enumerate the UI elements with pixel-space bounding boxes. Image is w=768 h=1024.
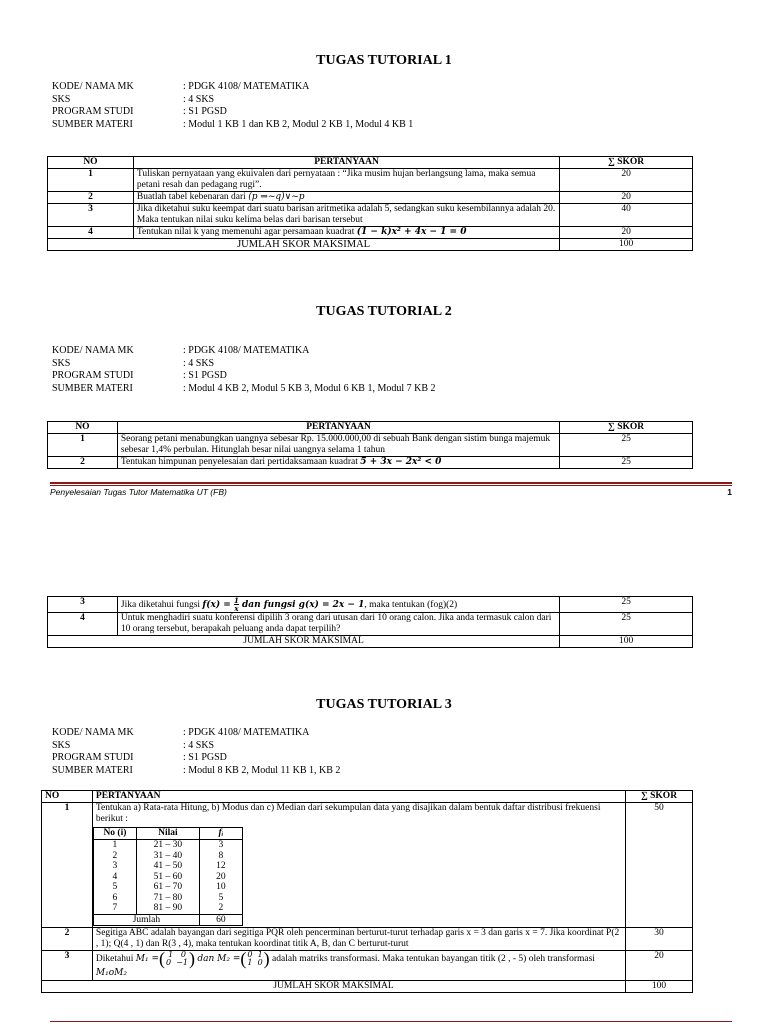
matrix-cell: 1 bbox=[257, 950, 263, 959]
freq-header: No (i) bbox=[93, 828, 136, 840]
info-key: SKS bbox=[52, 739, 71, 751]
footer-text: Penyelesaian Tugas Tutor Matematika UT (FB) bbox=[50, 487, 227, 497]
freq-cell: 1 bbox=[93, 840, 136, 851]
freq-cell: 41 – 50 bbox=[136, 861, 199, 872]
matrix-cell: 0 bbox=[166, 958, 172, 967]
tutorial-2-info bbox=[52, 345, 436, 395]
row-no: 2 bbox=[48, 457, 118, 469]
header-question: PERTANYAAN bbox=[133, 157, 559, 169]
row-no: 3 bbox=[48, 204, 134, 227]
row-question bbox=[133, 192, 559, 204]
header-score: ∑ SKOR bbox=[626, 791, 693, 803]
row-score: 20 bbox=[560, 169, 693, 192]
tutorial-2-table bbox=[47, 421, 693, 469]
row-score: 25 bbox=[560, 457, 693, 469]
row-score: 50 bbox=[626, 803, 693, 928]
info-key: KODE/ NAMA MK bbox=[52, 727, 134, 738]
info-row bbox=[52, 383, 436, 396]
info-row bbox=[52, 370, 436, 383]
info-key: SUMBER MATERI bbox=[52, 118, 133, 130]
question-text: Tentukan himpunan penyelesaian dari pertidaksamaan kuadrat bbox=[120, 457, 358, 467]
tutorial-1-table bbox=[47, 156, 693, 251]
info-row bbox=[52, 765, 340, 778]
matrix-m2-label: dan M₂ = bbox=[197, 954, 241, 965]
freq-cell: 61 – 70 bbox=[136, 882, 199, 893]
freq-row bbox=[93, 851, 242, 862]
question-text: Buatlah tabel kebenaran dari bbox=[136, 192, 246, 202]
freq-total-row bbox=[93, 914, 242, 926]
row-question: Seorang petani menabungkan uangnya sebesar Rp. 15.000.000,00 di sebuah Bank dengan sistim bunga majemuk sebesar 1,4% perbulan. Hitunglah besar nilai uangnya selama 1 tahun bbox=[117, 434, 559, 457]
info-key: SUMBER MATERI bbox=[52, 764, 133, 776]
row-score: 20 bbox=[560, 227, 693, 239]
freq-cell: 20 bbox=[199, 872, 242, 883]
paren-left: ( bbox=[159, 948, 165, 969]
formula: (p ⇒~q)∨~p bbox=[248, 192, 305, 202]
freq-cell: 21 – 30 bbox=[136, 840, 199, 851]
table-row bbox=[48, 169, 693, 192]
info-value: : S1 PGSD bbox=[183, 370, 227, 381]
info-value: : Modul 8 KB 2, Modul 11 KB 1, KB 2 bbox=[183, 764, 341, 776]
table-row bbox=[48, 227, 693, 239]
freq-row bbox=[93, 840, 242, 851]
table-row bbox=[48, 204, 693, 227]
info-key: SKS bbox=[52, 357, 71, 369]
freq-cell: 6 bbox=[93, 893, 136, 904]
header-no: NO bbox=[48, 422, 118, 434]
info-value: : PDGK 4108/ MATEMATIKA bbox=[183, 345, 310, 356]
row-question bbox=[117, 597, 559, 613]
info-row bbox=[52, 119, 413, 132]
question-text: Jika diketahui fungsi bbox=[120, 600, 201, 610]
matrix-cell: 0 bbox=[247, 950, 253, 959]
paren-left: ( bbox=[240, 948, 247, 969]
formula: f(x) = $\frac{1}{x}$ dan fungsi g(x) = 2x − 1 bbox=[202, 596, 365, 613]
freq-cell: 2 bbox=[93, 851, 136, 862]
info-row bbox=[52, 740, 340, 753]
total-row bbox=[48, 636, 693, 648]
info-value: : S1 PGSD bbox=[183, 752, 227, 763]
question-text: Tentukan nilai k yang memenuhi agar persamaan kuadrat bbox=[136, 227, 355, 237]
page-number: 1 bbox=[727, 487, 732, 497]
freq-header: Nilai bbox=[136, 828, 199, 840]
row-score: 40 bbox=[560, 204, 693, 227]
freq-total: 60 bbox=[199, 914, 242, 926]
row-no: 1 bbox=[42, 803, 93, 928]
freq-cell: 12 bbox=[199, 861, 242, 872]
row-score: 20 bbox=[560, 192, 693, 204]
freq-cell: 71 – 80 bbox=[136, 893, 199, 904]
header-question: PERTANYAAN bbox=[92, 791, 625, 803]
freq-row bbox=[93, 872, 242, 883]
table-header-row bbox=[48, 157, 693, 169]
info-key: SUMBER MATERI bbox=[52, 382, 133, 394]
freq-row bbox=[93, 882, 242, 893]
matrix-cell: 0 bbox=[257, 958, 263, 967]
info-key: SKS bbox=[52, 93, 71, 105]
info-value: : PDGK 4108/ MATEMATIKA bbox=[183, 727, 310, 738]
row-no: 4 bbox=[48, 613, 118, 636]
row-question bbox=[117, 457, 559, 469]
info-key: KODE/ NAMA MK bbox=[52, 81, 134, 92]
total-label: JUMLAH SKOR MAKSIMAL bbox=[48, 239, 560, 251]
freq-cell: 3 bbox=[199, 840, 242, 851]
matrix-m1-label: M₁ = bbox=[135, 954, 159, 965]
total-row bbox=[48, 239, 693, 251]
row-question: Untuk menghadiri suatu konferensi dipilih 3 orang dari utusan dari 10 orang calon. Jika anda termasuk calon dari 10 orang tersebut, berapakah peluang anda dapat terpilih? bbox=[117, 613, 559, 636]
row-no: 1 bbox=[48, 169, 134, 192]
matrix-cell: −1 bbox=[176, 958, 188, 967]
tutorial-3-table bbox=[41, 790, 693, 993]
tutorial-3-info bbox=[52, 727, 340, 777]
row-question bbox=[92, 803, 625, 928]
info-key: PROGRAM STUDI bbox=[52, 752, 134, 763]
formula: 5 + 3x − 2x² < 0 bbox=[360, 457, 442, 467]
row-no: 3 bbox=[42, 951, 93, 981]
header-score: ∑ SKOR bbox=[560, 157, 693, 169]
matrix-m2 bbox=[247, 951, 262, 967]
freq-row bbox=[93, 893, 242, 904]
row-question: Segitiga ABC adalah bayangan dari segitiga PQR oleh pencerminan berturut-turut terhadap garis x = 3 dan garis x = 7. Jika koordinat P(2 , 1); Q(4 , 1) dan R(3 , 4), maka tentukan koordinat titik A, B, dan C berturut-turut bbox=[92, 928, 625, 951]
row-no: 2 bbox=[48, 192, 134, 204]
matrix-m1 bbox=[166, 951, 188, 967]
formula: M₁oM₂ bbox=[95, 968, 127, 978]
total-score: 100 bbox=[560, 636, 693, 648]
info-value: : 4 SKS bbox=[183, 357, 215, 369]
freq-header-row bbox=[93, 828, 242, 840]
freq-cell: 7 bbox=[93, 903, 136, 914]
freq-cell: 51 – 60 bbox=[136, 872, 199, 883]
total-label: JUMLAH SKOR MAKSIMAL bbox=[48, 636, 560, 648]
table-row bbox=[42, 951, 693, 981]
freq-cell: 2 bbox=[199, 903, 242, 914]
tutorial-1-info bbox=[52, 81, 413, 131]
bottom-rule bbox=[50, 1021, 732, 1022]
info-row bbox=[52, 727, 340, 740]
table-row bbox=[42, 928, 693, 951]
table-header-row bbox=[42, 791, 693, 803]
info-value: : 4 SKS bbox=[183, 93, 215, 105]
info-row bbox=[52, 81, 413, 94]
freq-cell: 4 bbox=[93, 872, 136, 883]
row-no: 4 bbox=[48, 227, 134, 239]
table-row bbox=[48, 434, 693, 457]
row-question bbox=[92, 948, 625, 981]
row-score: 20 bbox=[626, 951, 693, 981]
header-question: PERTANYAAN bbox=[117, 422, 559, 434]
row-no: 1 bbox=[48, 434, 118, 457]
info-value: : Modul 4 KB 2, Modul 5 KB 3, Modul 6 KB 1, Modul 7 KB 2 bbox=[183, 382, 436, 394]
footer-rule-thin bbox=[50, 485, 732, 486]
row-score: 30 bbox=[626, 928, 693, 951]
paren-right: ) bbox=[263, 948, 270, 969]
row-no: 2 bbox=[42, 928, 93, 951]
freq-row bbox=[93, 861, 242, 872]
total-label: JUMLAH SKOR MAKSIMAL bbox=[42, 981, 626, 993]
page-footer bbox=[50, 487, 732, 497]
freq-cell: 5 bbox=[199, 893, 242, 904]
formula: (1 − k)x² + 4x − 1 = 0 bbox=[356, 227, 467, 237]
question-text: Tentukan a) Rata-rata Hitung, b) Modus dan c) Median dari sekumpulan data yang disajikan dalam bentuk daftar distribusi frekuensi berikut : bbox=[95, 803, 601, 824]
row-question: Tuliskan pernyataan yang ekuivalen dari pernyataan : “Jika musim hujan berlangsung lama, maka semua petani resah dan pedagang rugi”. bbox=[133, 169, 559, 192]
matrix-cell: 1 bbox=[247, 958, 253, 967]
table-row bbox=[42, 803, 693, 928]
freq-cell: 31 – 40 bbox=[136, 851, 199, 862]
table-row bbox=[48, 192, 693, 204]
paren-right: ) bbox=[188, 948, 195, 969]
table-header-row bbox=[48, 422, 693, 434]
row-score: 25 bbox=[560, 613, 693, 636]
freq-row bbox=[93, 903, 242, 914]
row-question: Jika diketahui suku keempat dari suatu barisan aritmetika adalah 5, sedangkan suku kesembilannya adalah 20. Maka tentukan nilai suku kelima belas dari barisan tersebut bbox=[133, 204, 559, 227]
row-score: 25 bbox=[560, 597, 693, 613]
freq-header: fᵢ bbox=[199, 828, 242, 840]
tutorial-3-title: TUGAS TUTORIAL 3 bbox=[316, 697, 452, 712]
footer-rule bbox=[50, 482, 732, 484]
tutorial-2-title: TUGAS TUTORIAL 2 bbox=[316, 304, 452, 319]
info-value: : PDGK 4108/ MATEMATIKA bbox=[183, 81, 310, 92]
header-score: ∑ SKOR bbox=[560, 422, 693, 434]
freq-cell: 81 – 90 bbox=[136, 903, 199, 914]
header-no: NO bbox=[42, 791, 93, 803]
tutorial-2-table-continued bbox=[47, 596, 693, 648]
matrix-cell: 0 bbox=[180, 950, 186, 959]
freq-cell: 10 bbox=[199, 882, 242, 893]
total-row bbox=[42, 981, 693, 993]
table-row bbox=[48, 613, 693, 636]
header-no: NO bbox=[48, 157, 134, 169]
freq-cell: 3 bbox=[93, 861, 136, 872]
info-key: KODE/ NAMA MK bbox=[52, 345, 134, 356]
table-row bbox=[48, 457, 693, 469]
total-score: 100 bbox=[560, 239, 693, 251]
info-row bbox=[52, 752, 340, 765]
total-score: 100 bbox=[626, 981, 693, 993]
freq-total-label: Jumlah bbox=[93, 914, 199, 926]
table-row bbox=[48, 597, 693, 613]
info-key: PROGRAM STUDI bbox=[52, 106, 134, 117]
info-row bbox=[52, 345, 436, 358]
tutorial-1-title: TUGAS TUTORIAL 1 bbox=[316, 53, 452, 68]
info-key: PROGRAM STUDI bbox=[52, 370, 134, 381]
row-score: 25 bbox=[560, 434, 693, 457]
info-value: : Modul 1 KB 1 dan KB 2, Modul 2 KB 1, Modul 4 KB 1 bbox=[183, 118, 414, 130]
row-no: 3 bbox=[48, 597, 118, 613]
question-text: Diketahui bbox=[95, 954, 134, 965]
info-value: : 4 SKS bbox=[183, 739, 215, 751]
freq-cell: 5 bbox=[93, 882, 136, 893]
frequency-table bbox=[93, 827, 243, 926]
question-text-post: adalah matriks transformasi. Maka tentukan bayangan titik (2 , - 5) oleh transformasi bbox=[272, 954, 595, 965]
freq-cell: 8 bbox=[199, 851, 242, 862]
info-row bbox=[52, 94, 413, 107]
row-question bbox=[133, 227, 559, 239]
info-value: : S1 PGSD bbox=[183, 106, 227, 117]
info-row bbox=[52, 358, 436, 371]
question-text-post: , maka tentukan (fog)(2) bbox=[364, 600, 458, 610]
info-row bbox=[52, 106, 413, 119]
matrix-cell: 1 bbox=[168, 950, 174, 959]
